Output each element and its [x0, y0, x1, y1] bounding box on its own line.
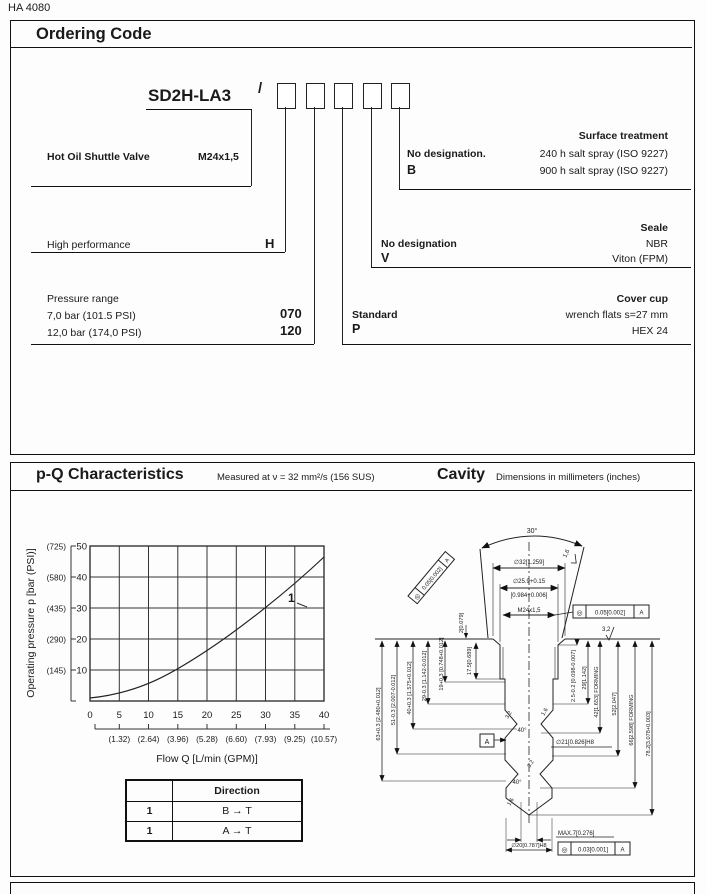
xtick: 15 [172, 710, 184, 721]
performance-label: High performance [47, 239, 131, 251]
ytick: 40 [76, 572, 87, 584]
fcf-bottom-datum: A [620, 847, 625, 854]
xtick: 20 [201, 710, 213, 721]
roughness-16-low: 1,6 [506, 797, 516, 807]
thread-label: M24x1,5 [517, 608, 541, 614]
cavity-labels [376, 527, 652, 854]
pressure-underline [31, 344, 314, 345]
cavity-subtitle: Dimensions in millimeters (inches) [496, 472, 641, 483]
next-section-box [10, 882, 695, 894]
seal-title: Seale [640, 222, 668, 234]
xtick: 10 [143, 710, 154, 721]
xtick-gpm: (5.28) [196, 734, 218, 744]
dim-66: 66[2.598] FORMING [629, 694, 635, 746]
dim-782: 78.2[3.078+0.003] [646, 711, 652, 757]
chart-labels [25, 542, 337, 766]
direction-row-value: B → T [173, 801, 303, 821]
doc-number: HA 4080 [8, 2, 51, 14]
valve-code: M24x1,5 [198, 151, 239, 163]
performance-code: H [265, 236, 275, 251]
profile-left [493, 639, 529, 815]
ytick: 30 [76, 603, 87, 615]
xtick-gpm: (7.93) [254, 734, 277, 744]
code-box-2 [306, 83, 325, 109]
gdt-symbol: ◎ [413, 592, 423, 602]
fcf-top-value: 0.05[0.002] [594, 610, 626, 617]
model-code: SD2H-LA3 [148, 86, 232, 105]
surface-opt1: 240 h salt spray (ISO 9227) [539, 148, 668, 160]
ytick: 50 [76, 541, 87, 553]
pressure-opt2: 12,0 bar (174,0 PSI) [47, 327, 142, 339]
ytick: 10 [76, 665, 87, 677]
dim-29R: 29[1.142] [582, 666, 588, 690]
gdt-symbol: ◎ [576, 610, 583, 617]
roughness-check-icon [568, 554, 578, 565]
ytick-psi: (145) [46, 665, 66, 676]
dim-42: 42[1.653] FORMING [594, 666, 600, 718]
connector-box3 [342, 107, 343, 344]
direction-row-id: 1 [126, 801, 173, 821]
seal-code1: No designation [381, 238, 457, 250]
xtick-gpm: (6.60) [225, 734, 248, 744]
xtick-gpm: (9.25) [283, 734, 306, 744]
roughness-32-mid: 3.2 [504, 710, 514, 720]
pq-header-band [11, 463, 692, 491]
ordering-header-band [11, 22, 692, 48]
direction-table-header: Direction [173, 780, 303, 801]
surface-title: Surface treatment [578, 130, 668, 142]
dim-29L: 29-0.3 [1.142-0.012] [422, 650, 428, 702]
xtick: 5 [116, 710, 122, 721]
roughness-32-low: 3.2 [526, 759, 536, 769]
dia259-label: ∅25.9+0.15 [512, 579, 546, 585]
code-box-5 [391, 83, 410, 109]
chart-grid [90, 546, 324, 701]
code-box-4 [363, 83, 382, 109]
direction-row-id: 1 [126, 821, 173, 841]
xtick: 40 [318, 710, 330, 721]
gpm-bracket [95, 724, 330, 729]
xtick-gpm: (1.32) [108, 734, 131, 744]
dim-25r: 2.5-0.2 [0.098-0.007] [571, 650, 577, 702]
psi-bracket [71, 546, 76, 701]
code-box-1 [277, 83, 296, 109]
connector-box1 [285, 107, 286, 252]
roughness-16-mid: 1.6 [540, 707, 550, 717]
table-row [126, 821, 302, 841]
max7-label: MAX.7[0.276] [558, 831, 595, 837]
performance-underline [31, 252, 285, 253]
xtick-gpm: (2.64) [137, 734, 160, 744]
dim-2: 2[0.079] [459, 612, 465, 634]
surface-underline [399, 189, 691, 190]
ordering-title: Ordering Code [36, 25, 152, 43]
dia32-label: ∅32[1.259] [513, 560, 545, 566]
dim-52: 52[2.047] [612, 692, 618, 716]
model-underline [146, 109, 252, 110]
dim-19: 19+0.3 [0.748+0.012] [439, 637, 445, 691]
angle-arc [482, 536, 582, 548]
seal-opt1: NBR [645, 238, 668, 250]
fcf-bottom-value: 0.03[0.001] [577, 847, 609, 854]
angle-top-label: 30° [526, 528, 538, 535]
dim-51: 51-0.3 [2.007-0.012] [391, 674, 397, 726]
valve-underline [31, 186, 251, 187]
connector-box2 [314, 107, 315, 344]
fcf-rot-value: 0.05[0.002] [421, 566, 444, 592]
roughness-16-top: 1,6 [562, 548, 572, 559]
xtick-gpm: (10.57) [310, 734, 338, 744]
valve-label: Hot Oil Shuttle Valve [47, 151, 150, 163]
code-box-3 [334, 83, 353, 109]
dim-175: 17.5[0.689] [467, 647, 473, 675]
ytick-psi: (290) [46, 634, 66, 645]
ytick-psi: (580) [46, 572, 66, 583]
angle40-low: 40° [512, 780, 522, 786]
seal-opt2: Viton (FPM) [612, 253, 668, 265]
gdt-symbol: ◎ [561, 847, 568, 854]
xtick: 25 [231, 710, 242, 721]
connector-box5 [399, 107, 400, 189]
left-dim-rack [382, 625, 517, 781]
pq-cavity-graphics [10, 492, 696, 875]
table-row [126, 801, 302, 821]
direction-table [125, 779, 303, 842]
cover-opt1: wrench flats s=27 mm [565, 309, 668, 321]
curve-label-tick [297, 603, 307, 607]
pressure-opt1: 7,0 bar (101.5 PSI) [47, 310, 136, 322]
seal-underline [371, 267, 691, 268]
cover-title: Cover cup [616, 293, 668, 305]
direction-table-corner [126, 780, 173, 801]
x-axis-title: Flow Q [L/min (GPM)] [156, 753, 258, 765]
pq-title: p-Q Characteristics [36, 466, 184, 483]
profile-right [526, 639, 565, 815]
datum-a-label: A [484, 739, 490, 746]
fcf-rot-datum: A [444, 557, 452, 565]
connector-model [251, 110, 252, 186]
cover-code2: P [352, 322, 361, 336]
dim-63: 63+0.3 [2.480+0.012] [376, 687, 382, 741]
surface-code2: B [407, 163, 417, 177]
dia21-label: ∅21[0.826]H8 [556, 740, 594, 746]
surface-code1: No designation. [407, 148, 486, 160]
cover-underline [342, 344, 691, 345]
slash: / [258, 80, 263, 97]
pressure-code1: 070 [280, 306, 302, 321]
ytick-psi: (435) [46, 603, 66, 614]
angle40-mid: 40° [517, 728, 527, 734]
surface-opt2: 900 h salt spray (ISO 9227) [539, 165, 668, 177]
roughness-32-right: 3,2 [602, 627, 611, 633]
seal-code2: V [381, 251, 390, 265]
ytick-psi: (725) [46, 541, 66, 552]
curve-label: 1 [288, 591, 295, 605]
dia259-inch-label: [0.984+0.006] [510, 593, 548, 599]
dia20-label: ∅20[0.787]H8 [511, 843, 547, 849]
xtick-gpm: (3.96) [166, 734, 189, 744]
pq-chart [71, 546, 330, 729]
xtick: 35 [289, 710, 301, 721]
xtick: 30 [260, 710, 271, 721]
pressure-label: Pressure range [47, 293, 119, 305]
xtick: 0 [87, 710, 93, 721]
ytick: 20 [76, 634, 87, 646]
cavity-title: Cavity [437, 466, 486, 483]
y-axis-title: Operating pressure p [bar (PSI)] [25, 548, 37, 698]
direction-row-value: A → T [173, 821, 303, 841]
fcf-top-datum: A [639, 610, 644, 617]
cover-opt2: HEX 24 [631, 325, 668, 337]
pressure-code2: 120 [280, 323, 302, 338]
cover-code1: Standard [352, 309, 398, 321]
connector-box4 [371, 107, 372, 267]
pq-subtitle: Measured at ν = 32 mm²/s (156 SUS) [217, 472, 375, 483]
dim-40: 40+0.3 [1.575+0.012] [407, 661, 413, 715]
